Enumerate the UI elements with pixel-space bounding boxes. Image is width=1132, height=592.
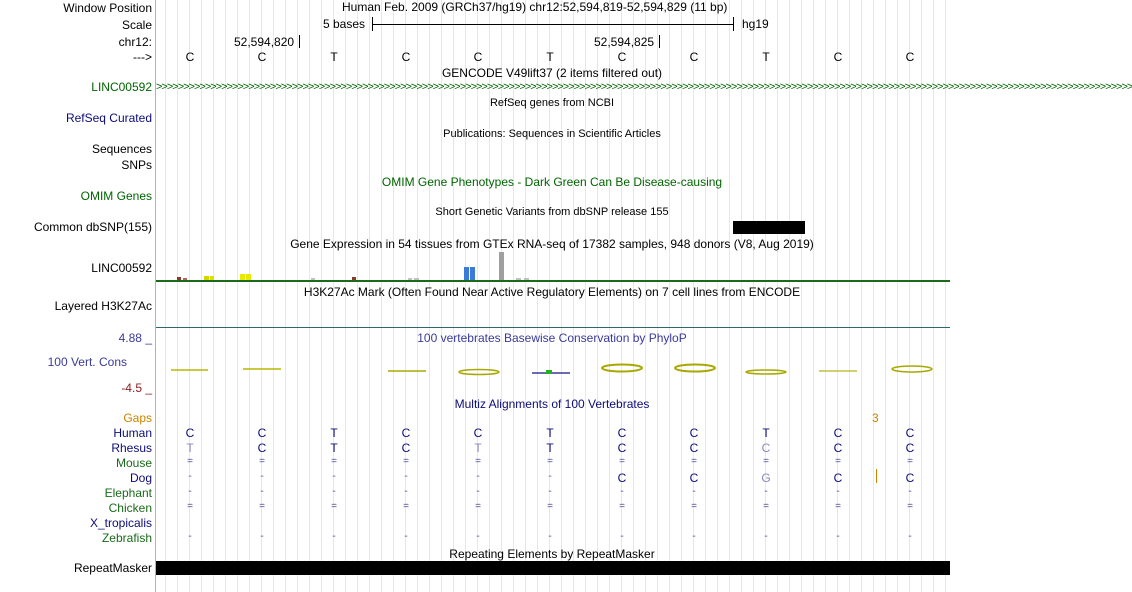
label-chicken[interactable]: Chicken [108,501,152,515]
dog-base: C [689,471,699,485]
chicken-base: = [475,501,481,512]
elephant-base: - [548,486,552,497]
phylop-track-title[interactable]: 100 vertebrates Basewise Conservation by PhyloP [417,331,687,345]
mouse-base: = [259,456,265,467]
human-base: C [905,426,915,440]
dog-base: - [260,471,264,482]
label-repeatmasker[interactable]: RepeatMasker [73,561,152,575]
dog-base: - [476,471,480,482]
scale-bar [373,24,733,25]
multiz-track-title[interactable]: Multiz Alignments of 100 Vertebrates [454,397,650,411]
chicken-base: = [187,501,193,512]
zebrafish-base: - [476,531,480,542]
rhesus-base: C [617,441,627,455]
zebrafish-base: - [188,531,192,542]
dog-base: - [188,471,192,482]
chicken-base: = [547,501,553,512]
chicken-base: = [763,501,769,512]
dbsnp-track-title[interactable]: Short Genetic Variants from dbSNP release 155 [435,206,669,218]
dbsnp-variant-feature[interactable] [733,221,805,234]
mouse-base: = [475,456,481,467]
label-layered-h3k27ac[interactable]: Layered H3K27Ac [54,299,152,313]
window-position-text: Human Feb. 2009 (GRCh37/hg19) chr12:52,594,819-52,594,829 (11 bp) [342,0,728,14]
zebrafish-base: - [692,531,696,542]
rhesus-base: T [474,441,482,455]
zebrafish-base: - [332,531,336,542]
gencode-gene-feature[interactable]: >>>>>>>>>>>>>>>>>>>>>>>>>>>>>>>>>>>>>>>>>>>>>>>>>>>>>>>>>>>>>>>>>>>>>>>>>>>>>>>>>>>>>>>>>>>>>>>>>>>>>>>>>>>>>>>>>>>>>>>>>>>>>>>>>>>>>>>>>>>>>>>>>>>>>>>>>>>>>>>>>>>>>>>>>>>>>>>>>>>> [156,81,1132,93]
dog-gap-marker [876,469,877,483]
label-elephant[interactable]: Elephant [104,486,152,500]
label-linc00592-gtex[interactable]: LINC00592 [91,261,152,275]
elephant-base: - [332,486,336,497]
label-gaps[interactable]: Gaps [123,411,152,425]
coord-label-2: 52,594,825 [594,35,655,49]
zebrafish-base: - [764,531,768,542]
dog-base: C [617,471,627,485]
zebrafish-base: - [404,531,408,542]
human-base: C [401,426,411,440]
elephant-base: - [692,486,696,497]
dog-base: C [833,471,843,485]
scale-bar-right-tick [733,17,734,31]
rhesus-base: C [833,441,843,455]
mouse-base: = [187,456,193,467]
mouse-base: = [619,456,625,467]
chicken-base: = [835,501,841,512]
label-strand[interactable]: ---> [133,50,152,64]
elephant-base: - [476,486,480,497]
omim-track-title[interactable]: OMIM Gene Phenotypes - Dark Green Can Be Disease-causing [381,175,723,189]
human-base: C [257,426,267,440]
mouse-base: = [403,456,409,467]
ruler-base: C [401,50,411,64]
elephant-base: - [620,486,624,497]
scale-text: 5 bases [323,17,366,31]
dog-base: - [548,471,552,482]
chicken-base: = [619,501,625,512]
ruler-base: T [762,50,770,64]
label-dog[interactable]: Dog [129,471,152,485]
repeatmasker-feature[interactable] [156,561,950,575]
elephant-base: - [188,486,192,497]
rhesus-base: C [761,441,771,455]
ruler-base: T [330,50,338,64]
label-x-tropicalis[interactable]: X_tropicalis [89,516,152,530]
human-base: C [833,426,843,440]
refseq-track-title[interactable]: RefSeq genes from NCBI [489,97,615,109]
human-base: T [762,426,770,440]
human-base: C [689,426,699,440]
elephant-base: - [764,486,768,497]
mouse-base: = [907,456,913,467]
rhesus-base: T [546,441,554,455]
label-common-dbsnp[interactable]: Common dbSNP(155) [33,220,152,234]
chicken-base: = [907,501,913,512]
elephant-base: - [260,486,264,497]
label-phylop-max: 4.88 _ [118,331,152,345]
publications-track-title[interactable]: Publications: Sequences in Scientific Articles [443,128,661,140]
gencode-track-title[interactable]: GENCODE V49lift37 (2 items filtered out) [441,66,663,80]
coord-tick-1 [299,35,300,48]
zebrafish-base: - [260,531,264,542]
label-chr[interactable]: chr12: [118,35,152,49]
h3k27ac-baseline [156,327,950,328]
mouse-base: = [331,456,337,467]
rhesus-base: C [401,441,411,455]
scale-bar-left-tick [372,17,373,31]
dog-base: G [761,471,771,485]
label-mouse[interactable]: Mouse [115,456,152,470]
zebrafish-base: - [908,531,912,542]
dog-base: - [404,471,408,482]
chicken-base: = [331,501,337,512]
label-window-position[interactable]: Window Position [63,1,152,15]
dog-base: C [905,471,915,485]
zebrafish-base: - [836,531,840,542]
elephant-base: - [836,486,840,497]
label-scale[interactable]: Scale [121,18,152,32]
mouse-base: = [691,456,697,467]
gtex-track-title[interactable]: Gene Expression in 54 tissues from GTEx RNA-seq of 17382 samples, 948 donors (V8, Aug 2019) [290,237,814,251]
label-100-vert-cons[interactable]: 100 Vert. Cons [47,355,127,369]
rhesus-base: C [689,441,699,455]
rhesus-base: C [905,441,915,455]
ruler-base: C [617,50,627,64]
repeatmasker-track-title[interactable]: Repeating Elements by RepeatMasker [449,547,655,561]
label-linc00592-gene[interactable]: LINC00592 [91,80,152,94]
label-phylop-min: -4.5 _ [121,381,152,395]
human-base: C [617,426,627,440]
ruler-base: C [185,50,195,64]
label-zebrafish[interactable]: Zebrafish [101,531,152,545]
mouse-base: = [763,456,769,467]
mouse-base: = [547,456,553,467]
elephant-base: - [908,486,912,497]
label-snps[interactable]: SNPs [121,158,152,172]
label-refseq-curated[interactable]: RefSeq Curated [65,111,152,125]
label-human[interactable]: Human [113,426,152,440]
gaps-count: 3 [872,411,879,425]
dog-base: - [332,471,336,482]
gtex-expression-bars[interactable] [156,250,950,282]
human-base: C [185,426,195,440]
chicken-base: = [259,501,265,512]
rhesus-base: T [186,441,194,455]
ruler-base: C [905,50,915,64]
ruler-base: C [833,50,843,64]
elephant-base: - [404,486,408,497]
chicken-base: = [691,501,697,512]
zebrafish-base: - [548,531,552,542]
chicken-base: = [403,501,409,512]
ruler-base: T [546,50,554,64]
label-rhesus[interactable]: Rhesus [111,441,152,455]
phylop-conservation-glyphs[interactable] [156,355,950,385]
ruler-base: C [689,50,699,64]
h3k27ac-track-title[interactable]: H3K27Ac Mark (Often Found Near Active Regulatory Elements) on 7 cell lines from ENCODE [303,285,801,299]
rhesus-base: C [257,441,267,455]
label-sequences[interactable]: Sequences [91,142,152,156]
human-base: C [473,426,483,440]
assembly-label: hg19 [742,17,769,31]
human-base: T [546,426,554,440]
coord-tick-2 [659,35,660,48]
human-base: T [330,426,338,440]
coord-label-1: 52,594,820 [234,35,295,49]
ruler-base: C [473,50,483,64]
mouse-base: = [835,456,841,467]
ruler-base: C [257,50,267,64]
rhesus-base: T [330,441,338,455]
label-omim-genes[interactable]: OMIM Genes [80,189,152,203]
zebrafish-base: - [620,531,624,542]
